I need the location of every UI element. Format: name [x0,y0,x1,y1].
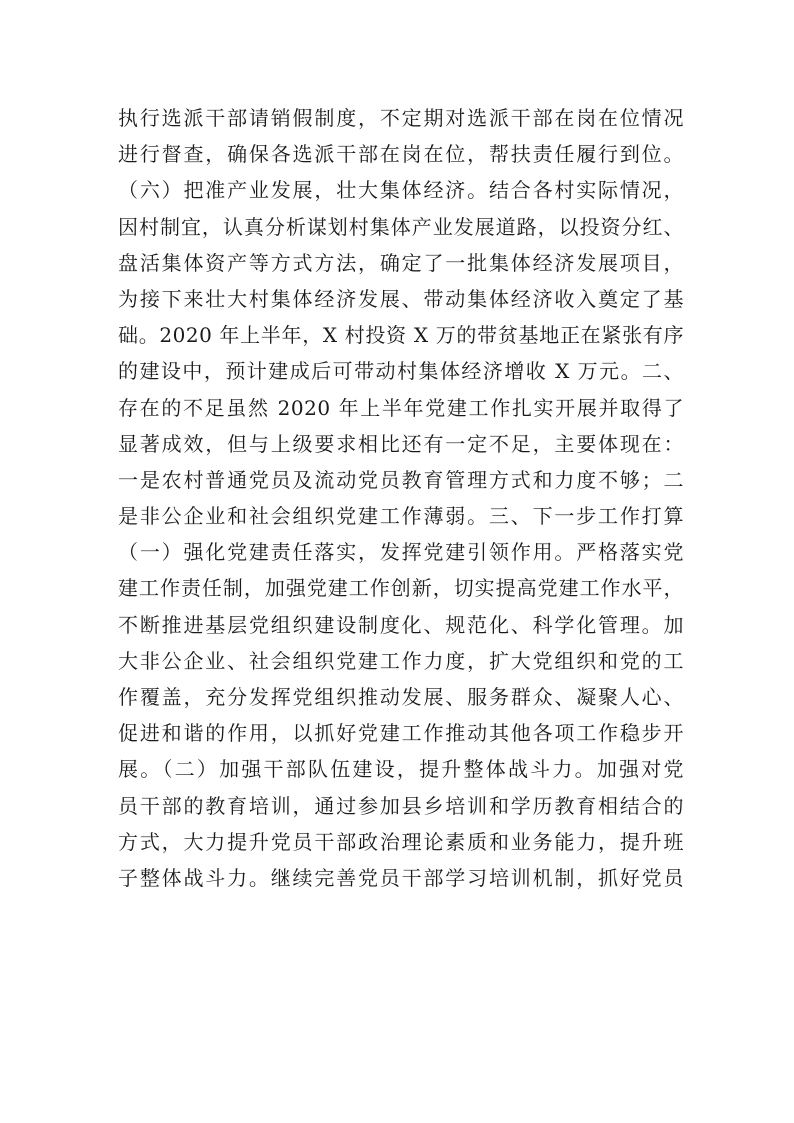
text-line: 一是农村普通党员及流动党员教育管理方式和力度不够；二 [118,467,684,492]
text-line: 作覆盖，充分发挥党组织推动发展、服务群众、凝聚人心、 [118,685,684,709]
text-line: 的建设中，预计建成后可带动村集体经济增收 X 万元。二、 [118,359,684,384]
text-line: 础。2020 年上半年，X 村投资 X 万的带贫基地正在紧张有序 [118,323,684,348]
text-line: 执行选派干部请销假制度，不定期对选派干部在岗在位情况 [118,106,684,130]
text-line: 盘活集体资产等方式方法，确定了一批集体经济发展项目， [118,250,684,275]
text-line: 是非公企业和社会组织党建工作薄弱。三、下一步工作打算 [118,504,684,529]
text-line: 展。（二）加强干部队伍建设，提升整体战斗力。加强对党 [118,757,684,782]
text-line: 促进和谐的作用，以抓好党建工作推动其他各项工作稳步开 [118,721,684,746]
text-line: 存在的不足虽然 2020 年上半年党建工作扎实开展并取得了 [118,395,684,420]
text-line: 进行督查，确保各选派干部在岗在位，帮扶责任履行到位。 [118,142,684,167]
text-line: （一）强化党建责任落实，发挥党建引领作用。严格落实党 [118,540,684,565]
text-line: 不断推进基层党组织建设制度化、规范化、科学化管理。加 [118,612,684,637]
text-line: 建工作责任制，加强党建工作创新，切实提高党建工作水平， [118,576,684,601]
text-line: 为接下来壮大村集体经济发展、带动集体经济收入奠定了基 [118,286,684,311]
text-line: （六）把准产业发展，壮大集体经济。结合各村实际情况， [118,178,684,203]
text-line: 显著成效，但与上级要求相比还有一定不足，主要体现在： [118,431,684,456]
text-line: 大非公企业、社会组织党建工作力度，扩大党组织和党的工 [118,648,684,673]
text-line: 方式，大力提升党员干部政治理论素质和业务能力，提升班 [118,829,684,854]
text-line: 子整体战斗力。继续完善党员干部学习培训机制，抓好党员 [118,865,684,890]
text-line: 员干部的教育培训，通过参加县乡培训和学历教育相结合的 [118,793,684,818]
text-line: 因村制宜，认真分析谋划村集体产业发展道路，以投资分红、 [118,214,684,239]
body-text [118,100,684,896]
